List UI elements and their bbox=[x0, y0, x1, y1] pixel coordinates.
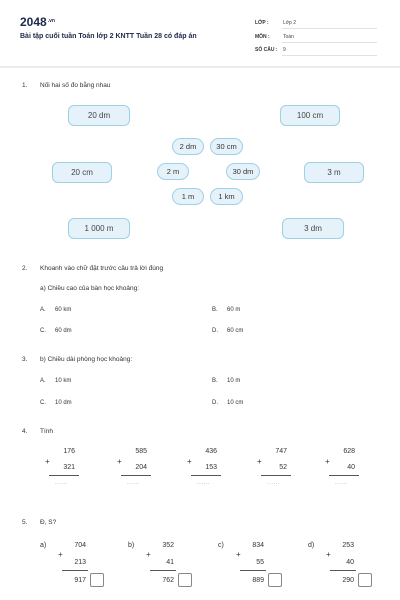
sum-line bbox=[49, 475, 79, 476]
logo-main: 2048 bbox=[20, 15, 47, 29]
plus-sign: + bbox=[58, 550, 63, 559]
class-label: LỚP : bbox=[255, 20, 269, 26]
subject-value: Toán bbox=[283, 34, 294, 40]
true-false-item bbox=[308, 539, 388, 599]
match-center-6[interactable]: 1 km bbox=[210, 188, 243, 205]
answer-blank[interactable]: ...... bbox=[197, 480, 211, 486]
addend-top: 628 bbox=[343, 448, 355, 455]
addend-bottom: 52 bbox=[279, 464, 287, 471]
addend-top: 747 bbox=[275, 448, 287, 455]
q5-text: Đ, S? bbox=[40, 519, 57, 526]
match-right-2[interactable]: 3 m bbox=[304, 162, 364, 183]
subject-label: MÔN : bbox=[255, 34, 270, 40]
sum-line bbox=[150, 570, 176, 571]
addend-bottom: 55 bbox=[256, 559, 264, 566]
addend-bottom: 153 bbox=[205, 464, 217, 471]
match-left-1[interactable]: 20 dm bbox=[68, 105, 130, 126]
addition-problem bbox=[255, 448, 295, 498]
logo-suffix: .vn bbox=[47, 18, 55, 24]
addend-bottom: 213 bbox=[74, 559, 86, 566]
q2-option-a-text: 60 km bbox=[55, 307, 72, 313]
item-label: c) bbox=[218, 542, 224, 549]
answer-checkbox[interactable] bbox=[358, 573, 372, 587]
match-right-1[interactable]: 100 cm bbox=[280, 105, 340, 126]
q1-number: 1. bbox=[22, 82, 28, 89]
answer-blank[interactable]: ...... bbox=[267, 480, 281, 486]
true-false-item bbox=[40, 539, 120, 599]
plus-sign: + bbox=[45, 457, 50, 466]
q3-option-a-text: 10 km bbox=[55, 378, 72, 384]
addition-problem bbox=[323, 448, 363, 498]
q4-number: 4. bbox=[22, 428, 28, 435]
addend-top: 585 bbox=[135, 448, 147, 455]
q3-option-d-letter[interactable]: D. bbox=[212, 400, 218, 406]
q3-option-a-letter[interactable]: A. bbox=[40, 378, 46, 384]
q2-option-b-letter[interactable]: B. bbox=[212, 307, 218, 313]
match-center-4[interactable]: 30 dm bbox=[226, 163, 260, 180]
plus-sign: + bbox=[257, 457, 262, 466]
plus-sign: + bbox=[187, 457, 192, 466]
q3-option-c-text: 10 dm bbox=[55, 400, 72, 406]
q2-subtext: a) Chiều cao của bàn học khoảng: bbox=[40, 285, 140, 292]
addition-problem bbox=[43, 448, 83, 498]
q2-text: Khoanh vào chữ đặt trước câu trả lời đúng bbox=[40, 265, 164, 272]
sum-line bbox=[121, 475, 151, 476]
item-label: d) bbox=[308, 542, 315, 549]
true-false-item bbox=[218, 539, 298, 599]
match-center-2[interactable]: 30 cm bbox=[210, 138, 243, 155]
true-false-item bbox=[128, 539, 208, 599]
q2-option-c-text: 60 dm bbox=[55, 328, 72, 334]
q2-number: 2. bbox=[22, 265, 28, 272]
plus-sign: + bbox=[146, 550, 151, 559]
addition-problem bbox=[185, 448, 225, 498]
question-count-underline bbox=[282, 55, 377, 56]
answer-checkbox[interactable] bbox=[268, 573, 282, 587]
addend-top: 352 bbox=[162, 542, 174, 549]
addend-bottom: 321 bbox=[63, 464, 75, 471]
q2-option-a-letter[interactable]: A. bbox=[40, 307, 46, 313]
addend-top: 176 bbox=[63, 448, 75, 455]
given-result: 762 bbox=[162, 577, 174, 584]
sum-line bbox=[62, 570, 88, 571]
addend-bottom: 204 bbox=[135, 464, 147, 471]
q4-text: Tính bbox=[40, 428, 54, 435]
sum-line bbox=[330, 570, 356, 571]
addend-top: 704 bbox=[74, 542, 86, 549]
item-label: a) bbox=[40, 542, 47, 549]
class-value: Lớp 2 bbox=[283, 20, 297, 26]
sum-line bbox=[191, 475, 221, 476]
question-count-label: SỐ CÂU : bbox=[255, 47, 278, 53]
addend-top: 253 bbox=[342, 542, 354, 549]
answer-blank[interactable]: ...... bbox=[55, 480, 69, 486]
plus-sign: + bbox=[326, 550, 331, 559]
q2-option-b-text: 60 m bbox=[227, 307, 241, 313]
addition-problem bbox=[115, 448, 155, 498]
addend-top: 834 bbox=[252, 542, 264, 549]
plus-sign: + bbox=[325, 457, 330, 466]
item-label: b) bbox=[128, 542, 135, 549]
match-left-3[interactable]: 1 000 m bbox=[68, 218, 130, 239]
header-divider bbox=[0, 66, 400, 68]
page-header bbox=[0, 0, 400, 66]
plus-sign: + bbox=[117, 457, 122, 466]
q3-text: b) Chiều dài phòng học khoảng: bbox=[40, 356, 133, 363]
q2-option-c-letter[interactable]: C. bbox=[40, 328, 46, 334]
answer-blank[interactable]: ...... bbox=[127, 480, 141, 486]
sum-line bbox=[261, 475, 291, 476]
question-count-value: 9 bbox=[283, 47, 286, 53]
match-center-5[interactable]: 1 m bbox=[172, 188, 204, 205]
sum-line bbox=[240, 570, 266, 571]
q3-option-d-text: 10 cm bbox=[227, 400, 244, 406]
addend-bottom: 40 bbox=[347, 464, 355, 471]
addend-top: 436 bbox=[205, 448, 217, 455]
answer-checkbox[interactable] bbox=[178, 573, 192, 587]
document-title: Bài tập cuối tuần Toán lớp 2 KNTT Tuần 28 có đáp án bbox=[20, 33, 197, 40]
plus-sign: + bbox=[236, 550, 241, 559]
addend-bottom: 41 bbox=[166, 559, 174, 566]
match-center-3[interactable]: 2 m bbox=[157, 163, 189, 180]
q5-number: 5. bbox=[22, 519, 28, 526]
q2-option-d-text: 60 cm bbox=[227, 328, 244, 334]
q3-number: 3. bbox=[22, 356, 28, 363]
q3-option-b-text: 10 m bbox=[227, 378, 241, 384]
match-left-2[interactable]: 20 cm bbox=[52, 162, 112, 183]
answer-blank[interactable]: ...... bbox=[335, 480, 349, 486]
subject-underline bbox=[282, 42, 377, 43]
given-result: 889 bbox=[252, 577, 264, 584]
match-right-3[interactable]: 3 dm bbox=[282, 218, 344, 239]
q3-option-b-letter[interactable]: B. bbox=[212, 378, 218, 384]
class-underline bbox=[282, 28, 377, 29]
answer-checkbox[interactable] bbox=[90, 573, 104, 587]
given-result: 917 bbox=[74, 577, 86, 584]
q2-option-d-letter[interactable]: D. bbox=[212, 328, 218, 334]
sum-line bbox=[329, 475, 359, 476]
addend-bottom: 40 bbox=[346, 559, 354, 566]
given-result: 290 bbox=[342, 577, 354, 584]
q3-option-c-letter[interactable]: C. bbox=[40, 400, 46, 406]
site-logo[interactable] bbox=[20, 15, 55, 29]
match-center-1[interactable]: 2 dm bbox=[172, 138, 204, 155]
q1-text: Nối hai số đo bằng nhau bbox=[40, 82, 111, 89]
